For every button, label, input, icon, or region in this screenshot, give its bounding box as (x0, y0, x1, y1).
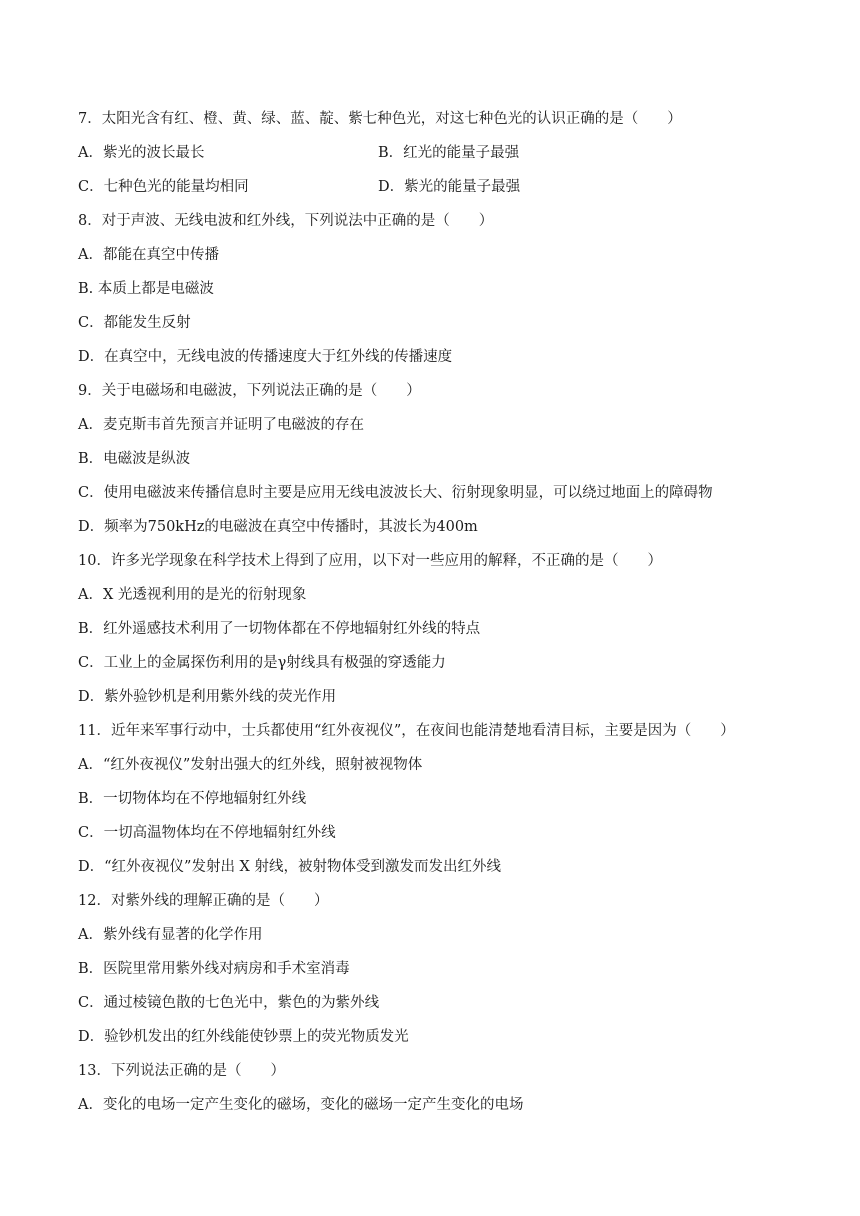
question-7-stem: 7．太阳光含有红、橙、黄、绿、蓝、靛、紫七种色光，对这七种色光的认识正确的是（ ） (78, 111, 682, 127)
question-7-options-row-2 (78, 178, 778, 196)
question-8-stem: 8．对于声波、无线电波和红外线，下列说法中正确的是（ ） (78, 213, 494, 229)
question-7-option-b: B．红光的能量子最强 (378, 145, 520, 161)
question-7-option-a: A．紫光的波长最长 (78, 145, 205, 161)
question-11-option-b: B．一切物体均在不停地辐射红外线 (78, 791, 307, 807)
question-10-option-b: B．红外遥感技术利用了一切物体都在不停地辐射红外线的特点 (78, 621, 481, 637)
question-9-option-a: A．麦克斯韦首先预言并证明了电磁波的存在 (78, 417, 364, 433)
question-12-stem: 12．对紫外线的理解正确的是（ ） (78, 893, 329, 909)
question-9-option-b: B．电磁波是纵波 (78, 451, 191, 467)
question-13-stem: 13．下列说法正确的是（ ） (78, 1063, 285, 1079)
question-10-option-d: D．紫外验钞机是利用紫外线的荧光作用 (78, 689, 337, 705)
question-7-option-c: C．七种色光的能量均相同 (78, 179, 249, 195)
question-8-option-a: A．都能在真空中传播 (78, 247, 219, 263)
question-9-stem: 9．关于电磁场和电磁波，下列说法正确的是（ ） (78, 383, 421, 399)
question-13-option-a: A．变化的电场一定产生变化的磁场，变化的磁场一定产生变化的电场 (78, 1097, 524, 1113)
question-9-option-c: C．使用电磁波来传播信息时主要是应用无线电波波长大、衍射现象明显，可以绕过地面上的障碍物 (78, 485, 713, 501)
question-7-option-d: D．紫光的能量子最强 (378, 179, 521, 195)
question-7-options-row-1 (78, 144, 778, 162)
question-11-option-d: D．“红外夜视仪”发射出 X 射线，被射物体受到激发而发出红外线 (78, 859, 501, 875)
question-9-option-d: D．频率为750kHz的电磁波在真空中传播时，其波长为400m (78, 519, 478, 535)
question-10-option-a: A．X 光透视利用的是光的衍射现象 (78, 587, 307, 603)
question-12-option-b: B．医院里常用紫外线对病房和手术室消毒 (78, 961, 350, 977)
question-12-option-a: A．紫外线有显著的化学作用 (78, 927, 263, 943)
question-10-option-c: C．工业上的金属探伤利用的是γ射线具有极强的穿透能力 (78, 655, 446, 671)
question-12-option-d: D．验钞机发出的红外线能使钞票上的荧光物质发光 (78, 1029, 409, 1045)
document-page (78, 110, 778, 1130)
question-8-option-b: B. 本质上都是电磁波 (78, 281, 214, 297)
question-12-option-c: C．通过棱镜色散的七色光中，紫色的为紫外线 (78, 995, 380, 1011)
question-11-stem: 11．近年来军事行动中，士兵都使用“红外夜视仪”，在夜间也能清楚地看清目标，主要是因为（ ） (78, 723, 735, 739)
question-8-option-c: C．都能发生反射 (78, 315, 191, 331)
question-11-option-a: A．“红外夜视仪”发射出强大的红外线，照射被视物体 (78, 757, 423, 773)
question-8-option-d: D．在真空中，无线电波的传播速度大于红外线的传播速度 (78, 349, 453, 365)
question-11-option-c: C．一切高温物体均在不停地辐射红外线 (78, 825, 336, 841)
question-10-stem: 10．许多光学现象在科学技术上得到了应用，以下对一些应用的解释，不正确的是（ ） (78, 553, 662, 569)
